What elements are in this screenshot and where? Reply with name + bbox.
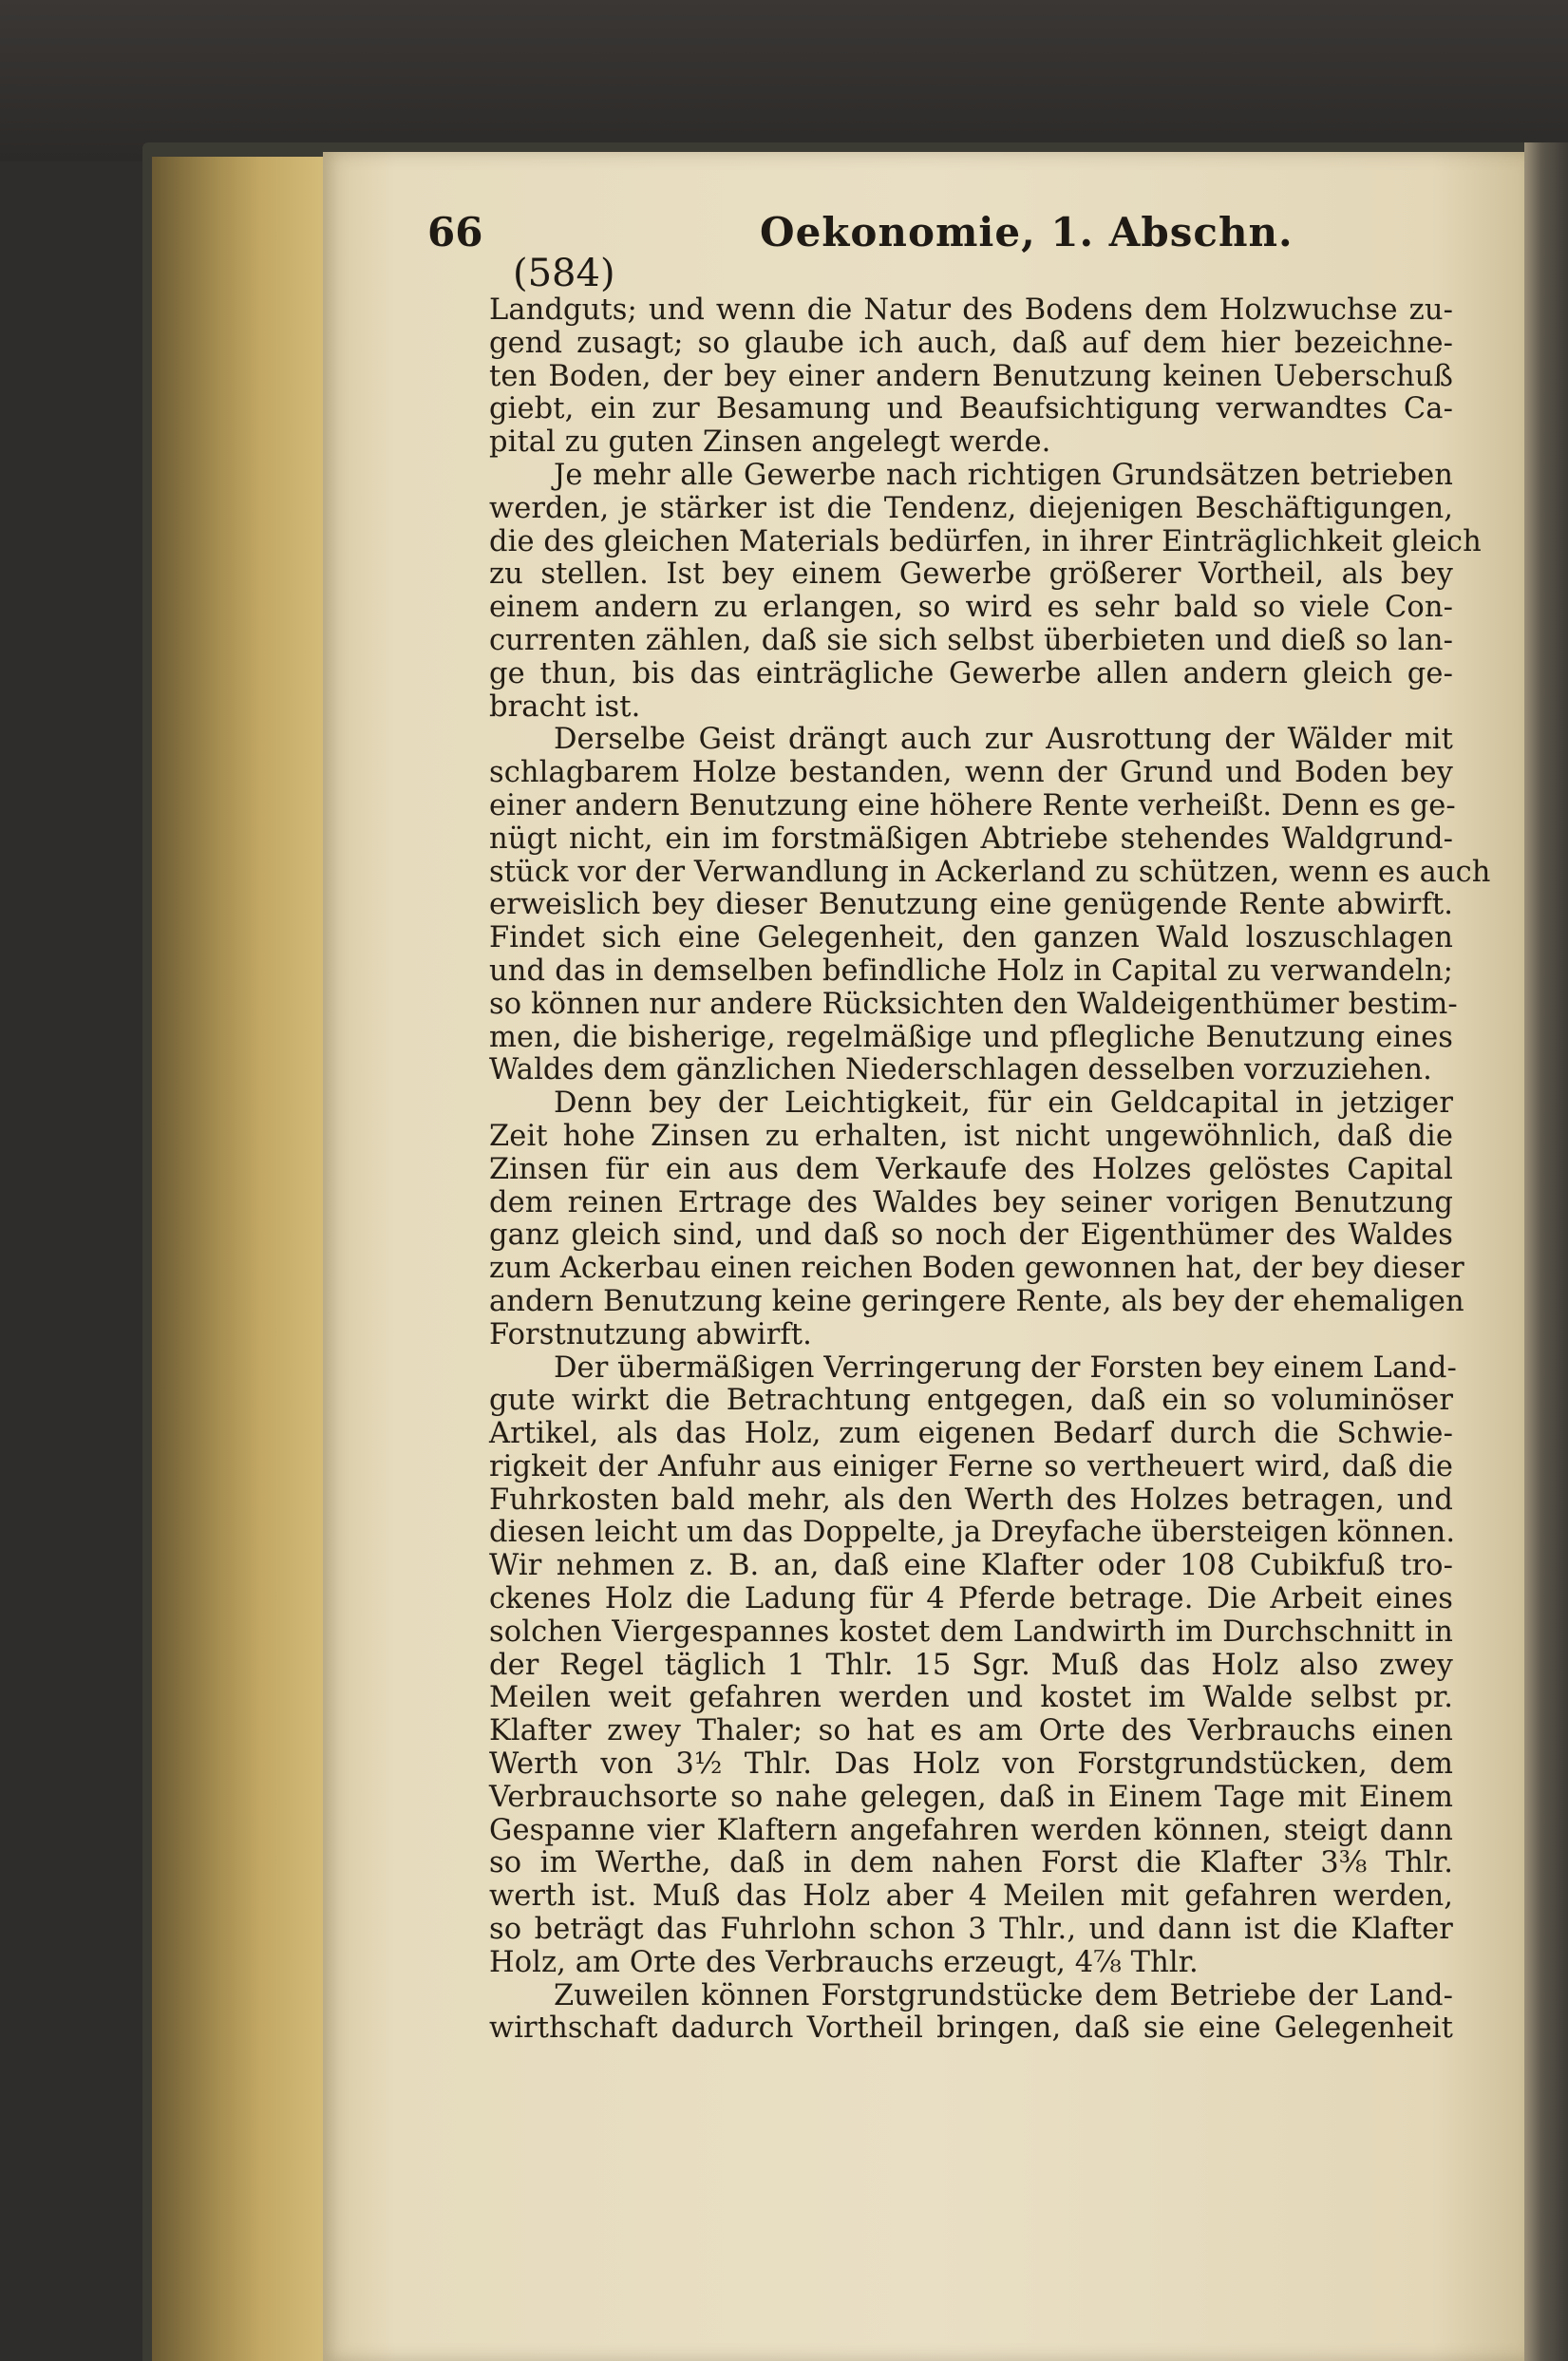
- text-line: gend zusagt; so glaube ich auch, daß auf dem hier bezeichne-: [489, 326, 1453, 360]
- text-line: Zinsen für ein aus dem Verkaufe des Holzes gelöstes Capital: [489, 1152, 1453, 1186]
- text-line: einer andern Benutzung eine höhere Rente verheißt. Denn es ge-: [489, 788, 1456, 822]
- text-line: pital zu guten Zinsen angelegt werde.: [489, 425, 1051, 460]
- running-title: Oekonomie, 1. Abschn.: [760, 209, 1294, 255]
- text-line: gute wirkt die Betrachtung entgegen, daß ein so voluminöser: [489, 1384, 1453, 1418]
- text-line: Fuhrkosten bald mehr, als den Werth des Holzes betragen, und: [489, 1483, 1453, 1517]
- text-line: so können nur andere Rücksichten den Waldeigenthümer bestim-: [489, 987, 1458, 1021]
- text-line: so im Werthe, daß in dem nahen Forst die Klafter 3⅜ Thlr.: [489, 1846, 1453, 1880]
- text-line: Wir nehmen z. B. an, daß eine Klafter oder 108 Cubikfuß tro-: [489, 1549, 1453, 1583]
- text-line: Landguts; und wenn die Natur des Bodens dem Holzwuchse zu-: [489, 293, 1453, 327]
- text-line: ckenes Holz die Ladung für 4 Pferde betrage. Die Arbeit eines: [489, 1582, 1453, 1616]
- text-line: Derselbe Geist drängt auch zur Ausrottung der Wälder mit: [554, 723, 1453, 757]
- text-line: solchen Viergespannes kostet dem Landwirth im Durchschnitt in: [489, 1615, 1453, 1649]
- text-line: giebt, ein zur Besamung und Beaufsichtigung verwandtes Ca-: [489, 392, 1453, 426]
- text-line: Holz, am Orte des Verbrauchs erzeugt, 4⅞ Thlr.: [489, 1945, 1199, 1979]
- text-line: Je mehr alle Gewerbe nach richtigen Grundsätzen betrieben: [554, 458, 1453, 492]
- text-line: und das in demselben befindliche Holz in Capital zu verwandeln;: [489, 954, 1453, 988]
- text-line: werth ist. Muß das Holz aber 4 Meilen mit gefahren werden,: [489, 1879, 1453, 1914]
- text-line: currenten zählen, daß sie sich selbst überbieten und dieß so lan-: [489, 623, 1453, 657]
- text-line: der Regel täglich 1 Thlr. 15 Sgr. Muß das Holz also zwey: [489, 1648, 1453, 1682]
- text-line: bracht ist.: [489, 689, 641, 724]
- text-line: Meilen weit gefahren werden und kostet im Walde selbst pr.: [489, 1681, 1453, 1715]
- book-cover-edge: [1524, 142, 1568, 2361]
- text-line: so beträgt das Fuhrlohn schon 3 Thlr., und dann ist die Klafter: [489, 1913, 1453, 1947]
- text-line: Gespanne vier Klaftern angefahren werden können, steigt dann: [489, 1813, 1453, 1847]
- text-line: die des gleichen Materials bedürfen, in ihrer Einträglichkeit gleich: [489, 524, 1482, 558]
- text-line: zum Ackerbau einen reichen Boden gewonnen hat, der bey dieser: [489, 1252, 1464, 1286]
- text-line: ge thun, bis das einträgliche Gewerbe allen andern gleich ge-: [489, 656, 1453, 690]
- body-text: [489, 293, 1491, 2046]
- page-number: 66: [427, 209, 483, 255]
- text-line: Findet sich eine Gelegenheit, den ganzen Wald loszuschlagen: [489, 921, 1453, 955]
- text-line: andern Benutzung keine geringere Rente, als bey der ehemaligen: [489, 1284, 1464, 1318]
- text-line: Waldes dem gänzlichen Niederschlagen desselben vorzuziehen.: [489, 1053, 1432, 1087]
- text-line: Verbrauchsorte so nahe gelegen, daß in Einem Tage mit Einem: [489, 1780, 1453, 1814]
- text-line: Forstnutzung abwirft.: [489, 1317, 812, 1351]
- text-line: erweislich bey dieser Benutzung eine genügende Rente abwirft.: [489, 888, 1453, 922]
- text-line: stück vor der Verwandlung in Ackerland zu schützen, wenn es auch: [489, 855, 1491, 889]
- page-edge: [152, 157, 332, 2361]
- text-line: Werth von 3½ Thlr. Das Holz von Forstgrundstücken, dem: [489, 1747, 1453, 1782]
- text-line: einem andern zu erlangen, so wird es sehr bald so viele Con-: [489, 591, 1453, 625]
- text-line: wirthschaft dadurch Vortheil bringen, daß sie eine Gelegenheit: [489, 2012, 1453, 2046]
- text-line: diesen leicht um das Doppelte, ja Dreyfache übersteigen können.: [489, 1516, 1456, 1550]
- text-line: werden, je stärker ist die Tendenz, diejenigen Beschäftigungen,: [489, 491, 1453, 525]
- text-line: dem reinen Ertrage des Waldes bey seiner vorigen Benutzung: [489, 1185, 1453, 1219]
- text-line: rigkeit der Anfuhr aus einiger Ferne so vertheuert wird, daß die: [489, 1449, 1453, 1483]
- text-line: Zeit hohe Zinsen zu erhalten, ist nicht ungewöhnlich, daß die: [489, 1119, 1453, 1153]
- text-line: Zuweilen können Forstgrundstücke dem Betriebe der Land-: [554, 1978, 1453, 2012]
- text-line: ganz gleich sind, und daß so noch der Eigenthümer des Waldes: [489, 1218, 1453, 1253]
- text-line: men, die bisherige, regelmäßige und pflegliche Benutzung eines: [489, 1020, 1453, 1054]
- text-line: Der übermäßigen Verringerung der Forsten bey einem Land-: [554, 1350, 1457, 1385]
- paragraph-marker: (584): [513, 252, 615, 295]
- text-line: Artikel, als das Holz, zum eigenen Bedarf durch die Schwie-: [489, 1417, 1453, 1451]
- text-line: ten Boden, der bey einer andern Benutzung keinen Ueberschuß: [489, 359, 1453, 393]
- text-line: Klafter zwey Thaler; so hat es am Orte des Verbrauchs einen: [489, 1714, 1453, 1748]
- text-line: nügt nicht, ein im forstmäßigen Abtriebe stehendes Waldgrund-: [489, 822, 1453, 856]
- background: [0, 0, 1568, 161]
- text-line: zu stellen. Ist bey einem Gewerbe größerer Vortheil, als bey: [489, 557, 1453, 592]
- text-line: Denn bey der Leichtigkeit, für ein Geldcapital in jetziger: [554, 1086, 1453, 1121]
- text-line: schlagbarem Holze bestanden, wenn der Grund und Boden bey: [489, 756, 1453, 790]
